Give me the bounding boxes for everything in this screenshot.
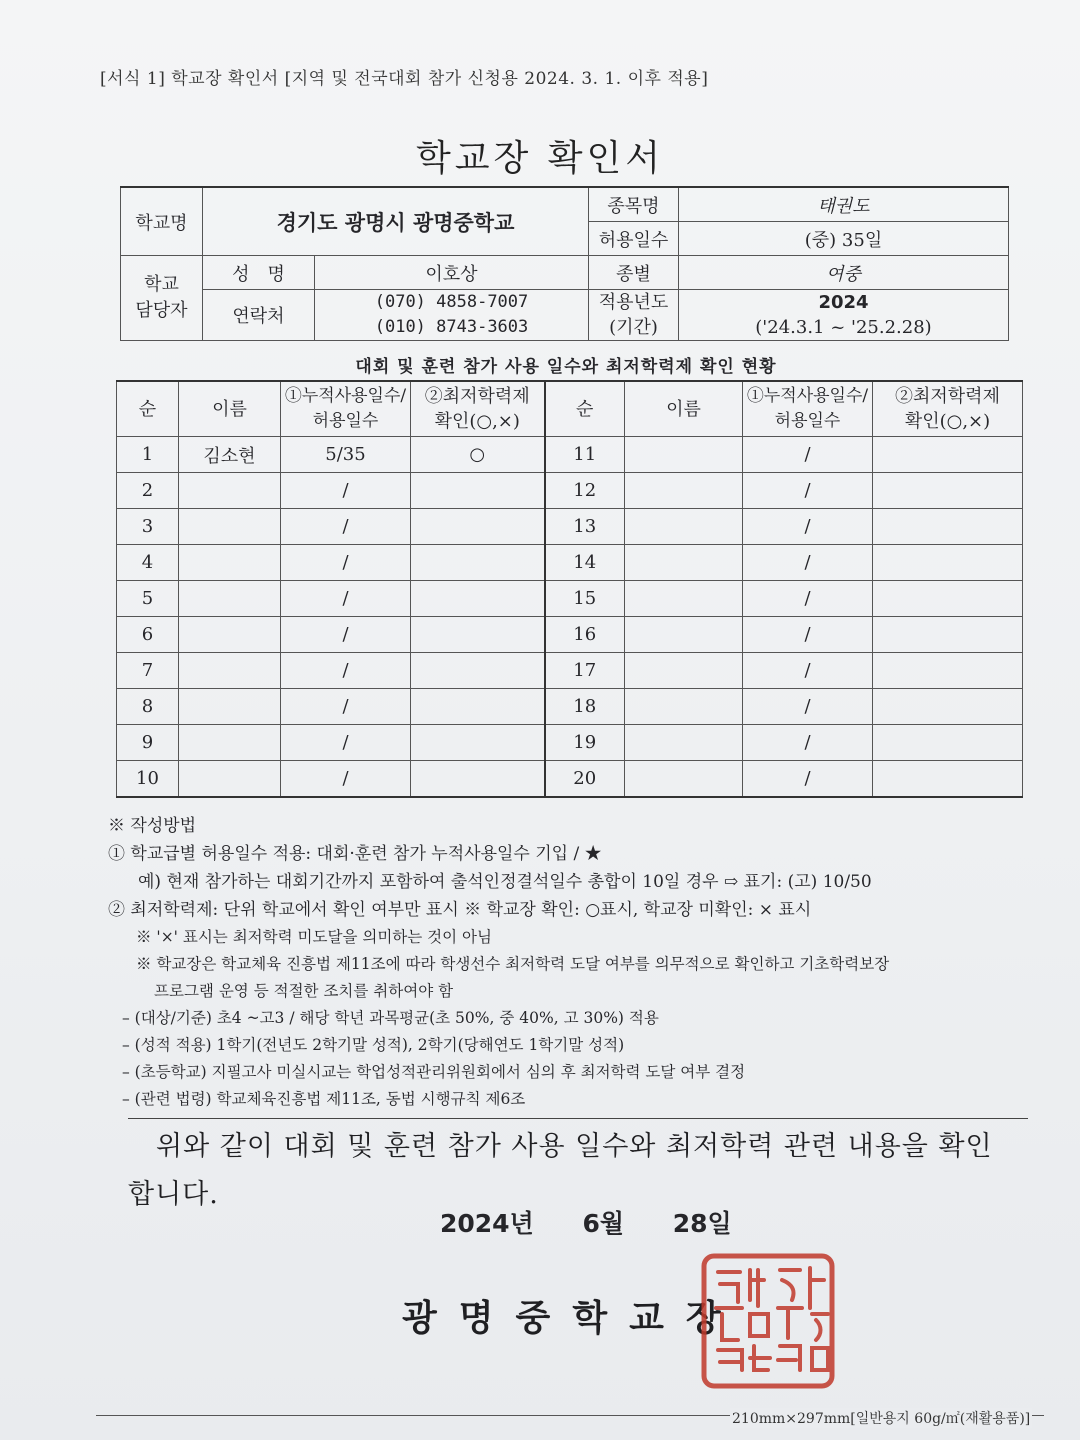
row-name — [625, 653, 743, 689]
table-row — [117, 617, 1023, 653]
allowed-days-value: (중) 35일 — [679, 222, 1009, 256]
row-days: / — [281, 581, 411, 617]
col-header-no-left: 순 — [117, 381, 179, 437]
row-no: 8 — [117, 689, 179, 725]
row-no: 15 — [545, 581, 625, 617]
table-row — [117, 473, 1023, 509]
row-days: / — [743, 653, 873, 689]
row-check — [873, 761, 1023, 798]
official-seal-stamp — [698, 1250, 838, 1392]
row-days: / — [281, 509, 411, 545]
row-no: 3 — [117, 509, 179, 545]
manager-name-value: 이호상 — [315, 256, 589, 290]
row-no: 10 — [117, 761, 179, 798]
school-name-label: 학교명 — [121, 187, 203, 256]
row-check — [411, 581, 545, 617]
row-check — [873, 653, 1023, 689]
row-check — [411, 653, 545, 689]
apply-year: 2024 — [818, 292, 869, 313]
row-days: / — [743, 761, 873, 798]
row-check — [873, 689, 1023, 725]
row-days: / — [281, 617, 411, 653]
row-check — [411, 617, 545, 653]
row-check — [873, 725, 1023, 761]
manager-name-label: 성 명 — [203, 256, 315, 290]
row-name — [179, 473, 281, 509]
row-name — [625, 545, 743, 581]
writing-instructions — [108, 812, 1043, 1113]
note-line-8: – (성적 적용) 1학기(전년도 2학기말 성적), 2학기(당해연도 1학기말 성적) — [122, 1036, 625, 1054]
note-line-1: ① 학교급별 허용일수 적용: 대회·훈련 참가 누적사용일수 기입 / ★ — [108, 844, 602, 864]
row-check — [411, 725, 545, 761]
table-row — [117, 545, 1023, 581]
contact-phone-1: (070) 4858-7007 — [374, 292, 529, 312]
note-line-4: ※ '×' 표시는 최저학력 미도달을 의미하는 것이 아님 — [136, 928, 492, 946]
row-name — [625, 581, 743, 617]
row-no: 1 — [117, 437, 179, 473]
row-no: 2 — [117, 473, 179, 509]
row-days: / — [281, 545, 411, 581]
row-name — [179, 653, 281, 689]
row-name — [179, 581, 281, 617]
col-header-days-left: ①누적사용일수/ 허용일수 — [281, 381, 411, 437]
row-no: 18 — [545, 689, 625, 725]
row-name — [625, 437, 743, 473]
row-check — [411, 509, 545, 545]
row-no: 11 — [545, 437, 625, 473]
table-row — [117, 653, 1023, 689]
note-line-5: ※ 학교장은 학교체육 진흥법 제11조에 따라 학생선수 최저학력 도달 여부를 의무적으로 확인하고 기초학력보장 — [136, 955, 890, 973]
note-line-3: ② 최저학력제: 단위 학교에서 확인 여부만 표시 ※ 학교장 확인: ○표시, 학교장 미확인: × 표시 — [108, 900, 812, 920]
school-manager-label: 학교 담당자 — [121, 256, 203, 341]
row-name — [625, 509, 743, 545]
confirmation-line-2: 합니다. — [128, 1179, 219, 1210]
row-name — [179, 689, 281, 725]
row-name — [179, 509, 281, 545]
note-line-9: – (초등학교) 지필고사 미실시교는 학업성적관리위원회에서 심의 후 최저학력 도달 여부 결정 — [122, 1063, 746, 1081]
row-days: / — [743, 545, 873, 581]
col-header-no-right: 순 — [545, 381, 625, 437]
row-no: 4 — [117, 545, 179, 581]
row-name: 김소현 — [179, 437, 281, 473]
row-days: / — [281, 473, 411, 509]
apply-year-label-1: 적용년도 — [598, 292, 669, 313]
row-name — [179, 545, 281, 581]
row-name — [179, 761, 281, 798]
row-no: 9 — [117, 725, 179, 761]
date-day: 28일 — [672, 1209, 732, 1238]
row-days: / — [743, 473, 873, 509]
row-no: 17 — [545, 653, 625, 689]
event-value: 태권도 — [679, 187, 1009, 222]
row-no: 13 — [545, 509, 625, 545]
row-no: 12 — [545, 473, 625, 509]
issue-date — [440, 1204, 754, 1240]
row-name — [179, 725, 281, 761]
row-name — [625, 725, 743, 761]
table-row — [117, 725, 1023, 761]
principal-signature: 광명중학교장 — [402, 1298, 743, 1339]
row-no: 19 — [545, 725, 625, 761]
category-value: 여중 — [679, 256, 1009, 290]
row-days: / — [281, 725, 411, 761]
col-header-check-left: ②최저학력제 확인(○,×) — [411, 381, 545, 437]
row-days: / — [743, 581, 873, 617]
row-no: 5 — [117, 581, 179, 617]
contact-phone-2: (010) 8743-3603 — [374, 317, 529, 337]
note-line-6: 프로그램 운영 등 적절한 조치를 취하여야 함 — [154, 982, 454, 1000]
school-info-table — [120, 186, 1009, 341]
col-header-name-right: 이름 — [625, 381, 743, 437]
row-name — [625, 761, 743, 798]
row-days: / — [743, 437, 873, 473]
participation-table — [116, 380, 1023, 798]
row-no: 14 — [545, 545, 625, 581]
table-row — [117, 761, 1023, 798]
contact-label: 연락처 — [203, 290, 315, 341]
row-days: / — [743, 689, 873, 725]
section-title: 대회 및 훈련 참가 사용 일수와 최저학력제 확인 현황 — [355, 357, 777, 377]
row-check — [411, 473, 545, 509]
row-days: / — [743, 617, 873, 653]
row-no: 7 — [117, 653, 179, 689]
form-reference: [서식 1] 학교장 확인서 [지역 및 전국대회 참가 신청용 2024. 3. 1. 이후 적용] — [100, 69, 709, 89]
row-check — [873, 509, 1023, 545]
row-days: / — [743, 725, 873, 761]
date-month: 6월 — [582, 1209, 624, 1238]
allowed-days-label: 허용일수 — [589, 222, 679, 256]
apply-year-label — [589, 290, 679, 341]
row-check — [873, 617, 1023, 653]
note-line-2: 예) 현재 참가하는 대회기간까지 포함하여 출석인정결석일수 총합이 10일 경우 ⇨ 표기: (고) 10/50 — [138, 872, 872, 892]
row-check — [411, 689, 545, 725]
apply-period: ('24.3.1 ~ '25.2.28) — [755, 317, 932, 338]
contact-value — [315, 290, 589, 341]
col-header-name-left: 이름 — [179, 381, 281, 437]
table-row — [117, 581, 1023, 617]
row-no: 6 — [117, 617, 179, 653]
row-days: / — [281, 689, 411, 725]
apply-year-value — [679, 290, 1009, 341]
note-line-7: – (대상/기준) 초4 ~고3 / 해당 학년 과목평균(초 50%, 중 40%, 고 30%) 적용 — [122, 1009, 659, 1027]
row-check — [873, 437, 1023, 473]
notes-heading: ※ 작성방법 — [108, 816, 197, 836]
col-header-days-right: ①누적사용일수/ 허용일수 — [743, 381, 873, 437]
row-check — [873, 545, 1023, 581]
paper-specification: 210mm×297mm[일반용지 60g/㎡(재활용품)] — [730, 1408, 1032, 1428]
row-no: 16 — [545, 617, 625, 653]
table-row — [117, 437, 1023, 473]
row-check — [873, 581, 1023, 617]
category-label: 종별 — [589, 256, 679, 290]
row-check — [411, 761, 545, 798]
table-header-row — [117, 381, 1023, 437]
row-days: / — [743, 509, 873, 545]
col-header-check-right: ②최저학력제 확인(○,×) — [873, 381, 1023, 437]
row-days: / — [281, 653, 411, 689]
row-name — [179, 617, 281, 653]
document-title: 학교장 확인서 — [415, 138, 665, 179]
row-name — [625, 617, 743, 653]
row-check: ○ — [411, 437, 545, 473]
row-no: 20 — [545, 761, 625, 798]
table-row — [117, 689, 1023, 725]
apply-year-label-2: (기간) — [609, 317, 658, 338]
row-name — [625, 473, 743, 509]
row-check — [873, 473, 1023, 509]
row-days: 5/35 — [281, 437, 411, 473]
school-name-value: 경기도 광명시 광명중학교 — [203, 187, 589, 256]
row-name — [625, 689, 743, 725]
note-line-10: – (관련 법령) 학교체육진흥법 제11조, 동법 시행규칙 제6조 — [122, 1090, 526, 1108]
date-year: 2024년 — [440, 1209, 534, 1238]
row-check — [411, 545, 545, 581]
confirmation-line-1: 위와 같이 대회 및 훈련 참가 사용 일수와 최저학력 관련 내용을 확인 — [128, 1118, 1028, 1171]
event-label: 종목명 — [589, 187, 679, 222]
table-row — [117, 509, 1023, 545]
row-days: / — [281, 761, 411, 798]
